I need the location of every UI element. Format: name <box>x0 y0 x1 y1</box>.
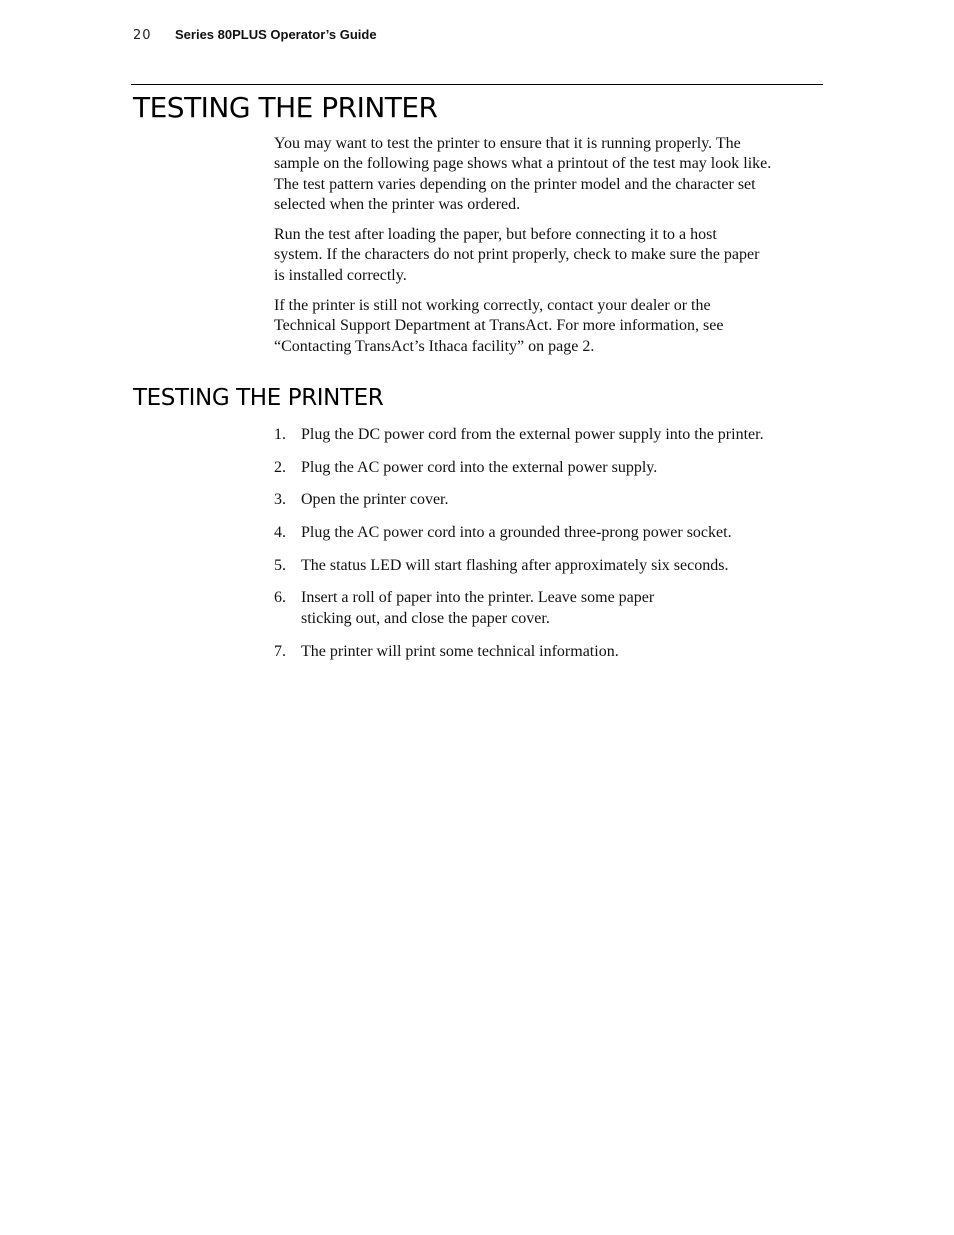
step-text: Plug the DC power cord from the external power supply into the printer. <box>301 426 764 443</box>
list-item <box>274 457 834 478</box>
paragraph: If the printer is still not working correctly, contact your dealer or the Technical Support Department at TransAct. For more information, see “Contacting TransAct’s Ithaca facility” on page 2. <box>274 297 724 355</box>
step-text: Open the printer cover. <box>301 491 449 509</box>
header-rule <box>131 84 823 85</box>
list-item <box>274 522 834 543</box>
paragraph: Run the test after loading the paper, but before connecting it to a host system. If the characters do not print properly, check to make sure the paper is installed correctly. <box>274 226 760 284</box>
step-text: Insert a roll of paper into the printer. Leave some paper sticking out, and close the paper cover. <box>301 589 655 628</box>
step-number: 7. <box>274 643 286 661</box>
page-header <box>133 27 377 47</box>
step-text: Plug the AC power cord into the external power supply. <box>301 458 658 476</box>
list-item <box>274 555 834 576</box>
step-text: The printer will print some technical information. <box>301 643 619 661</box>
step-number: 2. <box>274 458 286 476</box>
intro-text <box>274 134 794 367</box>
list-item <box>274 424 834 445</box>
paragraph: You may want to test the printer to ensure that it is running properly. The sample on the following page shows what a printout of the test may look like. The test pattern varies depending on the printer model and the character set selected when the printer was ordered. <box>274 135 772 213</box>
step-text: The status LED will start flashing after approximately six seconds. <box>301 556 729 574</box>
step-number: 1. <box>274 426 286 443</box>
step-number: 5. <box>274 556 286 574</box>
section-title: TESTING THE PRINTER <box>133 91 438 124</box>
list-item <box>274 489 834 510</box>
list-item <box>274 641 834 662</box>
step-list <box>274 424 834 674</box>
list-item <box>274 587 834 629</box>
step-number: 3. <box>274 491 286 509</box>
step-text: Plug the AC power cord into a grounded three-prong power socket. <box>301 524 732 542</box>
page-number: 20 <box>133 28 152 43</box>
step-number: 6. <box>274 589 286 607</box>
step-number: 4. <box>274 524 286 542</box>
running-title: Series 80PLUS Operator’s Guide <box>175 27 377 42</box>
subsection-title: TESTING THE PRINTER <box>133 385 384 411</box>
